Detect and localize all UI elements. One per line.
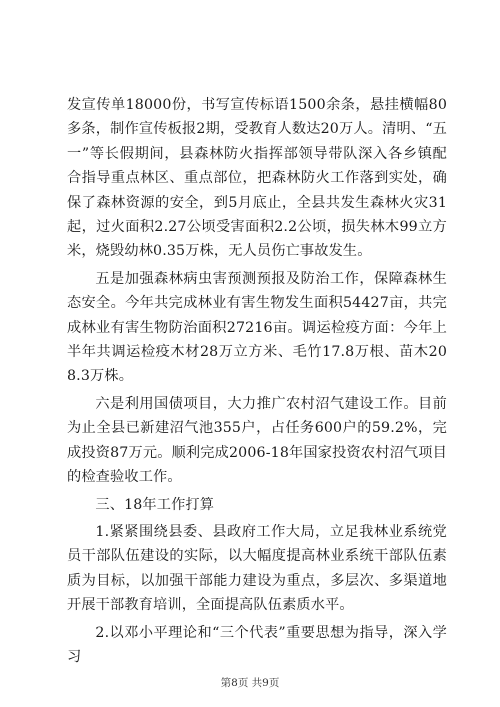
body-text bbox=[67, 93, 447, 669]
paragraph-biogas-project: 六是利用国债项目，大力推广农村沼气建设工作。目前为止全县已新建沼气池355户，占任务600户的59.2%，完成投资87万元。顺利完成2006-18年国家投资农村沼气项目的检查验收工作。 bbox=[67, 395, 447, 486]
page-number-footer: 第8页 共9页 bbox=[220, 677, 280, 689]
paragraph-propaganda-fire-prevention: 发宣传单18000份，书写宣传标语1500余条，悬挂横幅80多条，制作宣传板报2期，受教育人数达20万人。清明、“五一”等长假期间，县森林防火指挥部领导带队深入各乡镇配合指导重点林区、重点部位，把森林防火工作落到实处，确保了森林资源的安全，到5月底止，全县共发生森林火灾31起，过火面积2.27公顷受害面积2.2公顷，损失林木99立方米，烧毁幼林0.35万株，无人员伤亡事故发生。 bbox=[67, 97, 447, 260]
section-heading-work-plan: 三、18年工作打算 bbox=[95, 496, 215, 513]
paragraph-plan-item-2: 2.以邓小平理论和“三个代表”重要思想为指导，深入学习 bbox=[67, 624, 447, 665]
paragraph-plan-item-1: 1.紧紧围绕县委、县政府工作大局，立足我林业系统党员干部队伍建设的实际，以大幅度提高林业系统干部队伍素质为目标，以加强干部能力建设为重点，多层次、多渠道地开展干部教育培训，全面提高队伍素质水平。 bbox=[67, 523, 447, 614]
paragraph-pest-control: 五是加强森林病虫害预测预报及防治工作，保障森林生态安全。今年共完成林业有害生物发生面积54427亩，共完成林业有害生物防治面积27216亩。调运检疫方面：今年上半年共调运检疫木材28万立方米、毛竹17.8万根、苗木208.3万株。 bbox=[67, 270, 447, 385]
